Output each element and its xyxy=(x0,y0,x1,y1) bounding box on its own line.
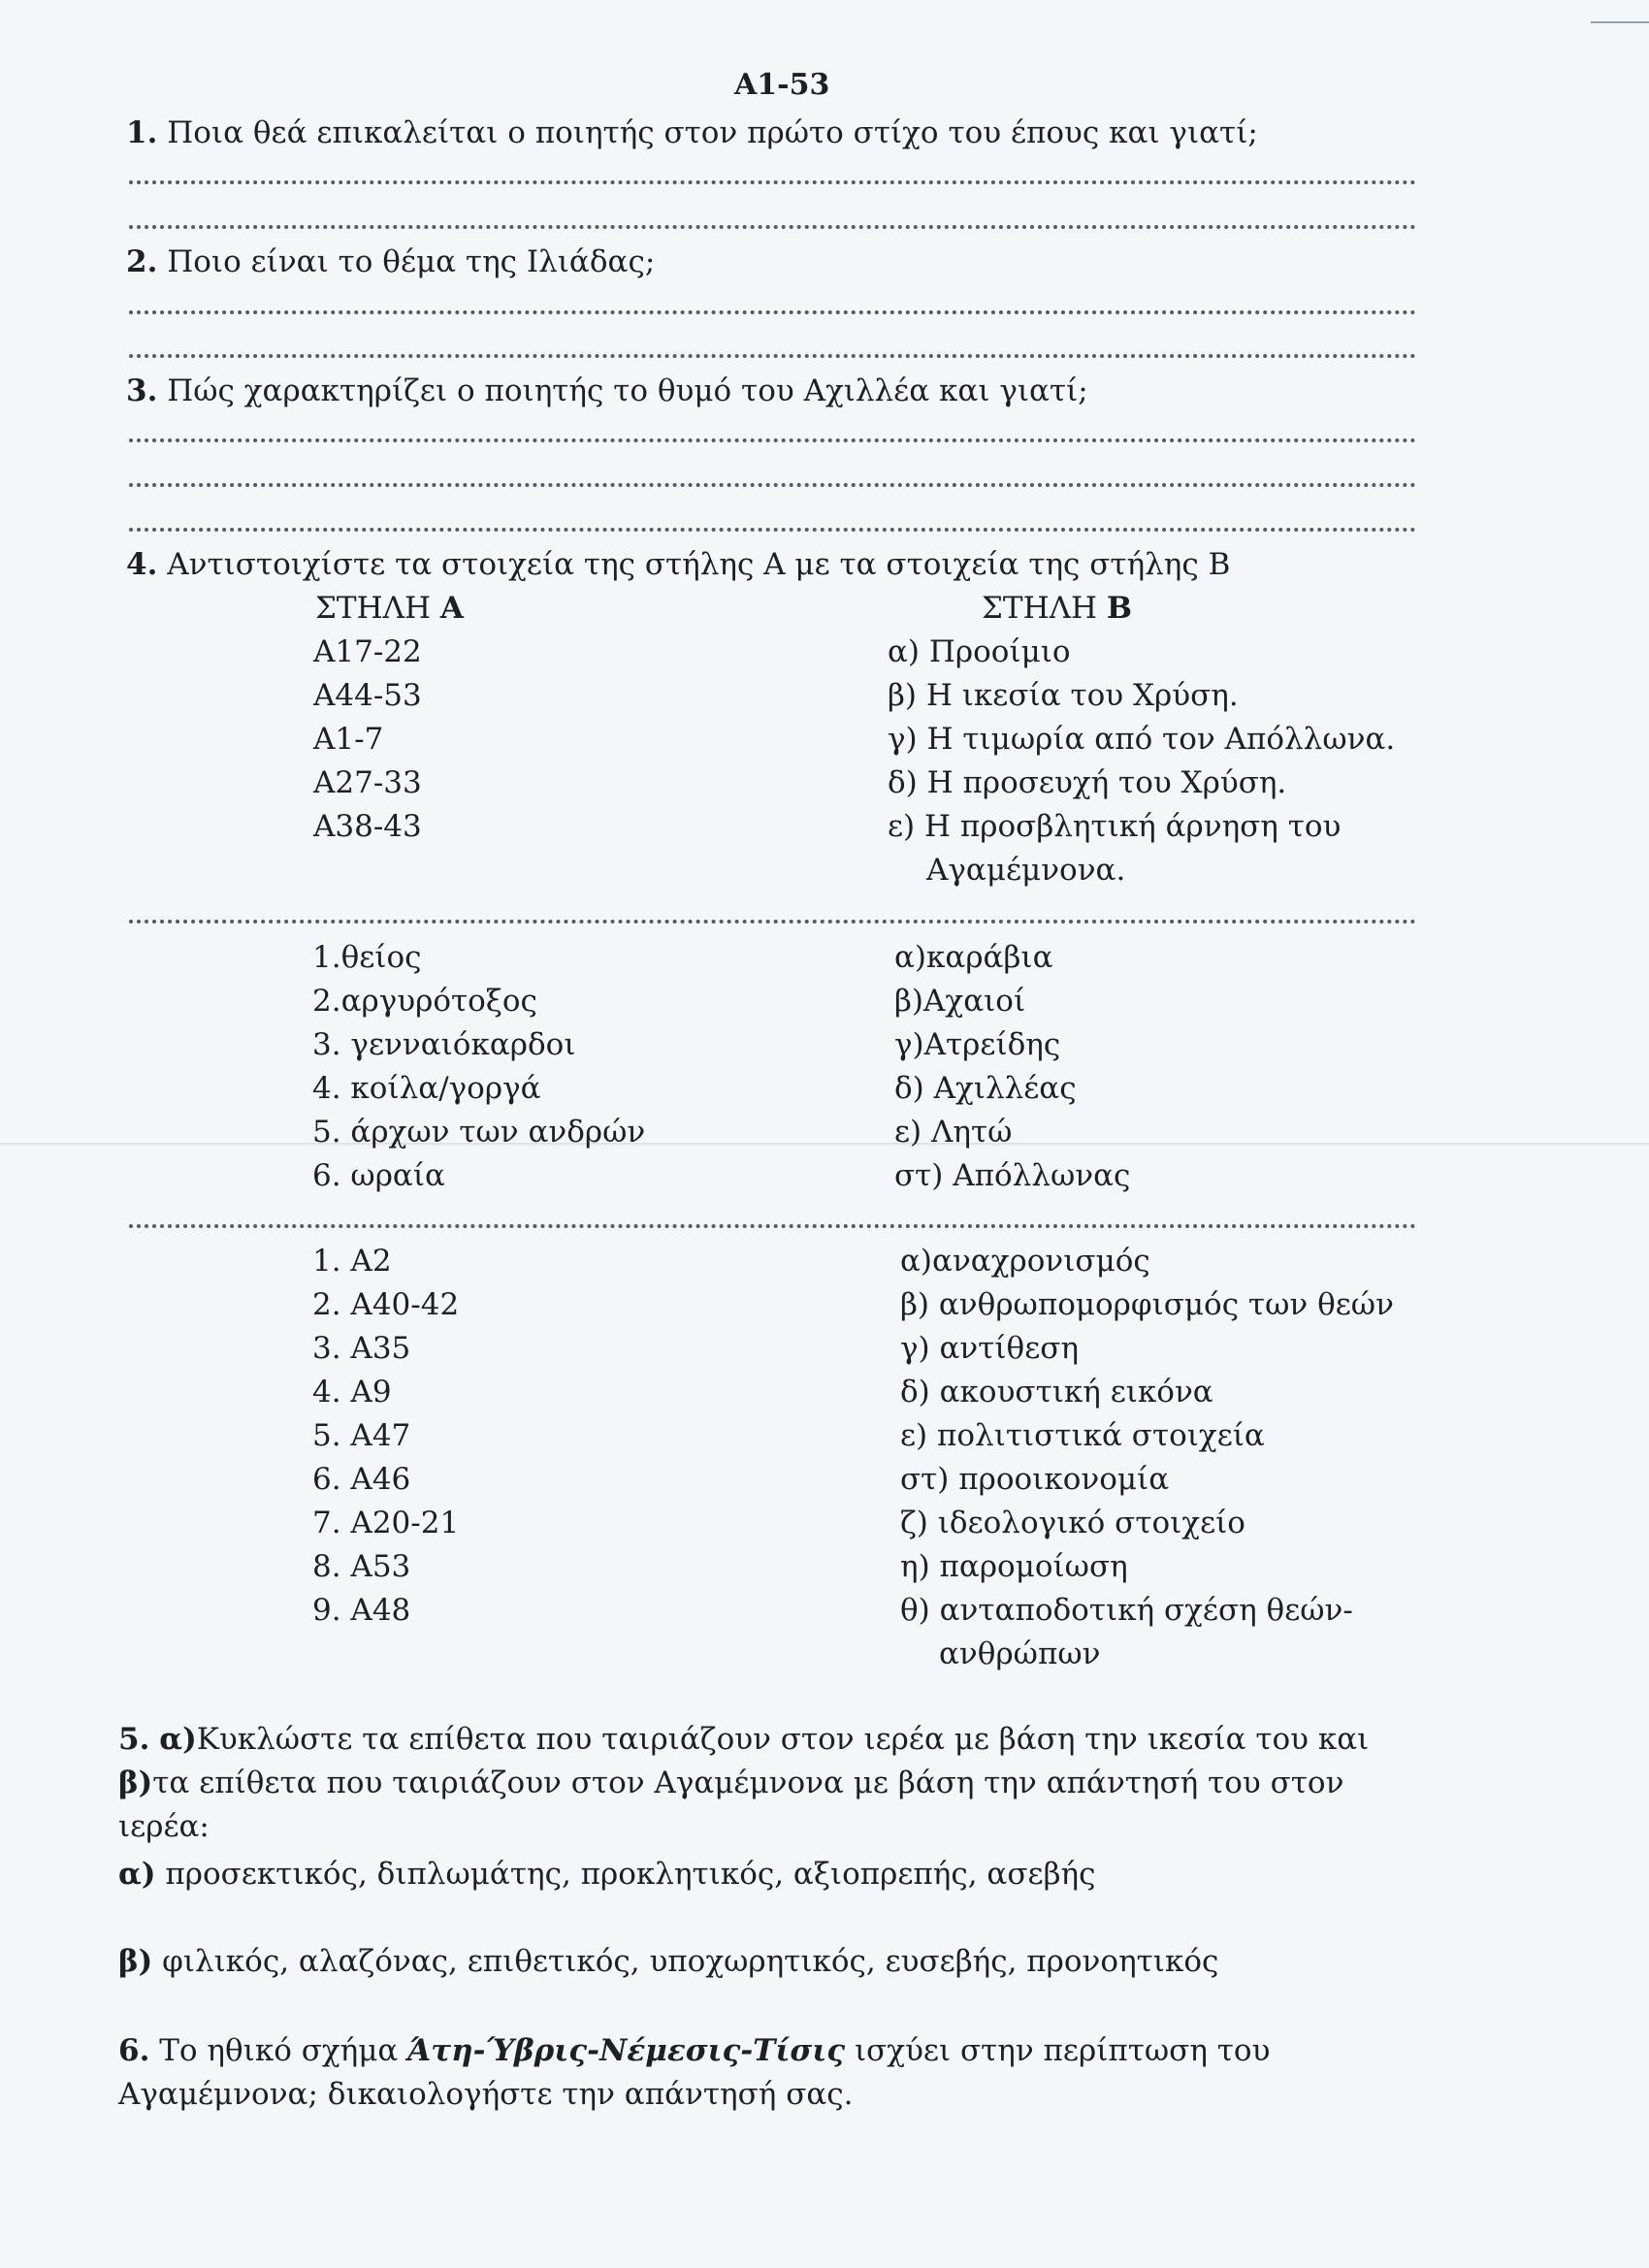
set3-right-item: γ) αντίθεση xyxy=(900,1331,1080,1366)
set3-right-item-continuation: ανθρώπων xyxy=(939,1636,1101,1671)
section-divider xyxy=(129,920,1416,923)
set1-left-item: Α27-33 xyxy=(313,765,422,800)
question-5-options-b xyxy=(118,1942,1218,1981)
set3-left-column xyxy=(312,1240,459,1633)
set2-right-item: στ) Απόλλωνας xyxy=(894,1158,1131,1193)
set3-left-item: 4. Α9 xyxy=(312,1375,392,1409)
answer-line[interactable] xyxy=(129,483,1416,487)
question-3 xyxy=(126,372,1088,410)
set3-left-item: 9. Α48 xyxy=(312,1593,411,1628)
set1-left-item: Α38-43 xyxy=(313,809,422,844)
question-5-part-a-mark: α) xyxy=(159,1722,197,1757)
column-b-prefix: ΣΤΗΛΗ xyxy=(982,591,1107,626)
set1-right-item: β) Η ικεσία του Χρύση. xyxy=(888,678,1239,713)
set2-right-item: ε) Λητώ xyxy=(894,1115,1013,1150)
question-1 xyxy=(126,113,1258,152)
set3-right-item: ζ) ιδεολογικό στοιχείο xyxy=(900,1506,1245,1540)
set3-right-item: στ) προοικονομία xyxy=(900,1462,1170,1497)
set2-right-item: γ)Ατρείδης xyxy=(894,1027,1061,1062)
set1-left-item: Α17-22 xyxy=(313,634,422,669)
question-2-number: 2. xyxy=(126,244,158,279)
set1-right-item-continuation: Αγαμέμνονα. xyxy=(926,853,1126,888)
answer-line[interactable] xyxy=(129,438,1416,442)
set2-right-item: β)Αχαιοί xyxy=(894,984,1026,1019)
question-2-text: Ποιο είναι το θέμα της Ιλιάδας; xyxy=(167,244,656,279)
question-3-number: 3. xyxy=(126,373,158,408)
set3-left-item: 6. Α46 xyxy=(312,1462,411,1497)
question-4 xyxy=(126,545,1230,584)
set1-left-item: Α1-7 xyxy=(313,722,384,757)
options-a-label: α) xyxy=(118,1857,156,1892)
set3-left-item: 3. Α35 xyxy=(312,1331,411,1366)
question-5-options-a xyxy=(118,1855,1095,1894)
set3-left-item: 5. Α47 xyxy=(312,1418,411,1453)
question-6-number: 6. xyxy=(118,2033,150,2068)
question-2 xyxy=(126,243,655,281)
set1-right-item: α) Προοίμιο xyxy=(888,634,1071,669)
question-5 xyxy=(118,1718,1408,1849)
set2-left-item: 3. γενναιόκαρδοι xyxy=(312,1027,576,1062)
question-4-text: Αντιστοιχίστε τα στοιχεία της στήλης Α με τα στοιχεία της στήλης Β xyxy=(167,547,1231,582)
question-5-part-b-mark: β) xyxy=(118,1766,153,1800)
paper-fold-line xyxy=(0,1143,1649,1146)
set2-left-item: 5. άρχων των ανδρών xyxy=(312,1115,646,1150)
question-4-number: 4. xyxy=(126,547,158,582)
question-6 xyxy=(118,2029,1418,2117)
question-3-text: Πώς χαρακτηρίζει ο ποιητής το θυμό του Αχιλλέα και γιατί; xyxy=(167,373,1088,408)
column-a-header xyxy=(315,589,464,628)
question-5-text-b: τα επίθετα που ταιριάζουν στον Αγαμέμνονα με βάση την απάντησή του στον ιερέα: xyxy=(118,1766,1344,1844)
set3-right-item: α)αναχρονισμός xyxy=(900,1244,1150,1279)
moral-scheme: Άτη-Ύβρις-Νέμεσις-Τίσις xyxy=(407,2033,846,2068)
options-b-label: β) xyxy=(118,1944,153,1979)
set1-right-item: ε) Η προσβλητική άρνηση του xyxy=(888,809,1342,844)
answer-line[interactable] xyxy=(129,225,1416,229)
set3-right-item: ε) πολιτιστικά στοιχεία xyxy=(900,1418,1265,1453)
set3-right-item: η) παρομοίωση xyxy=(900,1549,1128,1584)
set2-left-item: 1.θείος xyxy=(312,940,422,975)
question-5-number: 5. xyxy=(118,1722,150,1757)
set3-left-item: 2. Α40-42 xyxy=(312,1287,460,1322)
set2-left-column xyxy=(312,936,645,1198)
set2-right-item: δ) Αχιλλέας xyxy=(894,1071,1077,1106)
set3-left-item: 7. Α20-21 xyxy=(312,1506,460,1540)
set2-left-item: 4. κοίλα/γοργά xyxy=(312,1071,541,1106)
set1-right-column xyxy=(888,631,1395,892)
set2-left-item: 2.αργυρότοξος xyxy=(312,984,537,1019)
column-a-prefix: ΣΤΗΛΗ xyxy=(315,591,440,626)
options-a-list[interactable]: προσεκτικός, διπλωμάτης, προκλητικός, αξιοπρεπής, ασεβής xyxy=(165,1857,1096,1892)
section-divider xyxy=(129,1224,1416,1228)
set3-right-item: β) ανθρωπομορφισμός των θεών xyxy=(900,1287,1394,1322)
answer-line[interactable] xyxy=(129,354,1416,358)
set2-right-column xyxy=(894,936,1130,1198)
page-corner-mark xyxy=(1591,0,1649,23)
set3-right-item: δ) ακουστική εικόνα xyxy=(900,1375,1213,1409)
question-1-text: Ποια θεά επικαλείται ο ποιητής στον πρώτο στίχο του έπους και γιατί; xyxy=(167,115,1258,150)
answer-line[interactable] xyxy=(129,528,1416,532)
set2-right-item: α)καράβια xyxy=(894,940,1053,975)
set1-left-item: Α44-53 xyxy=(313,678,422,713)
set1-left-column xyxy=(313,631,422,849)
question-6-text-2: ισχύει στην περίπτωση του Αγαμέμνονα; δικαιολογήστε την απάντησή σας. xyxy=(118,2033,1271,2112)
set3-left-item: 8. Α53 xyxy=(312,1549,411,1584)
page-title: Α1-53 xyxy=(734,68,830,102)
answer-line[interactable] xyxy=(129,180,1416,184)
question-5-text-a: Κυκλώστε τα επίθετα που ταιριάζουν στον ιερέα με βάση την ικεσία του και xyxy=(196,1722,1370,1757)
column-b-letter: Β xyxy=(1106,591,1133,626)
options-b-list[interactable]: φιλικός, αλαζόνας, επιθετικός, υποχωρητικός, ευσεβής, προνοητικός xyxy=(162,1944,1219,1979)
question-6-text-1: Το ηθικό σχήμα xyxy=(159,2033,408,2068)
column-b-header xyxy=(982,589,1132,628)
answer-line[interactable] xyxy=(129,310,1416,314)
set1-right-item: δ) Η προσευχή του Χρύση. xyxy=(888,765,1287,800)
question-1-number: 1. xyxy=(126,115,158,150)
column-a-letter: Α xyxy=(439,591,464,626)
set2-left-item: 6. ωραία xyxy=(312,1158,445,1193)
set3-left-item: 1. Α2 xyxy=(312,1244,392,1279)
set3-right-item: θ) ανταποδοτική σχέση θεών- xyxy=(900,1593,1353,1628)
set1-right-item: γ) Η τιμωρία από τον Απόλλωνα. xyxy=(888,722,1396,757)
set3-right-column xyxy=(900,1240,1394,1676)
